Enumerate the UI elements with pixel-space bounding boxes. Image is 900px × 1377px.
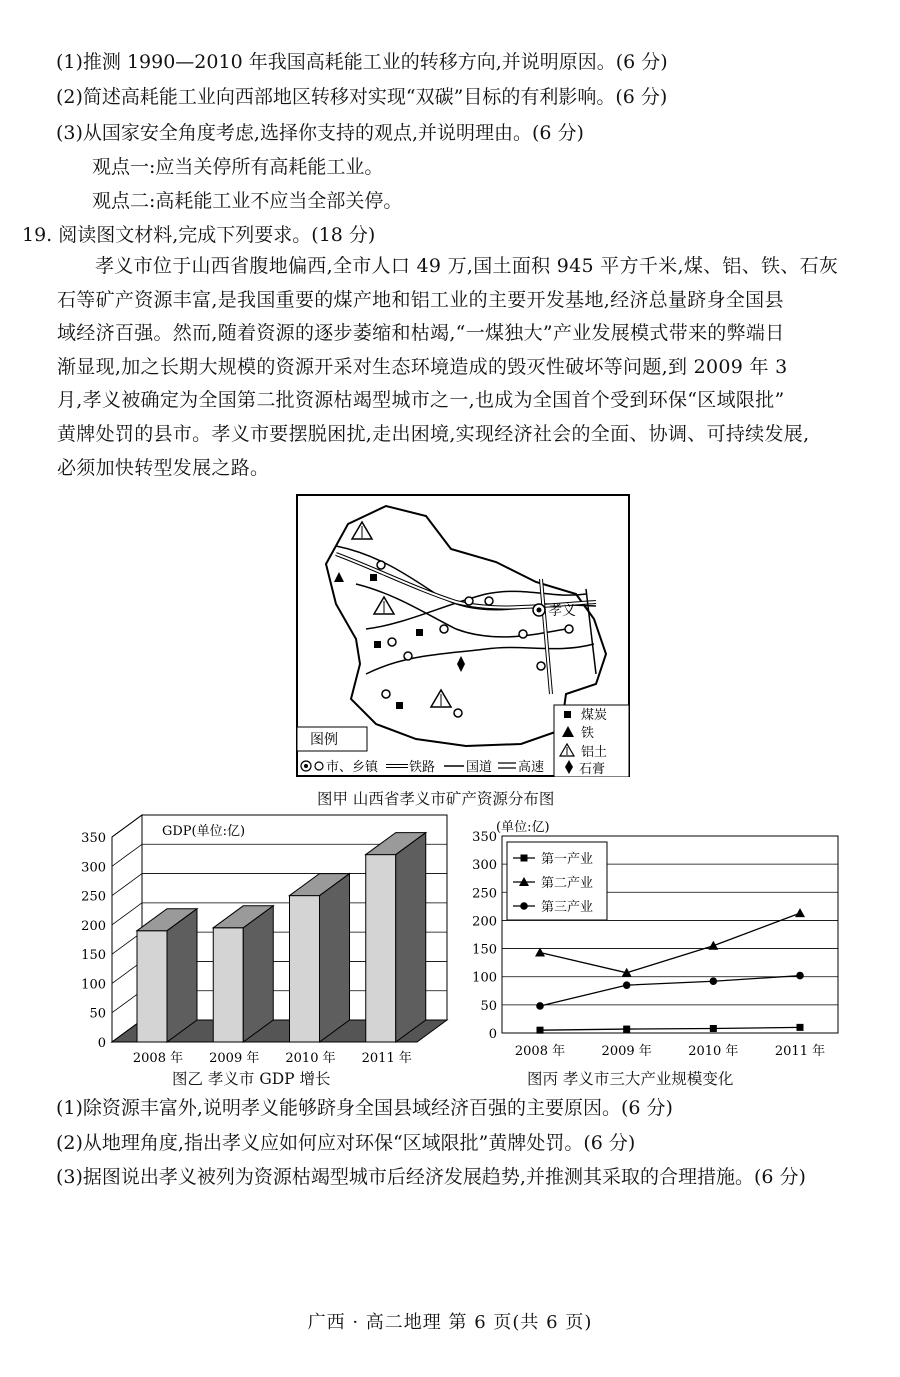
y-tick-label: 250 bbox=[81, 889, 106, 905]
gdp-bar-side bbox=[167, 909, 197, 1042]
paragraph-line: 石等矿产资源丰富,是我国重要的煤产地和铝工业的主要开发基地,经济总量跻身全国县 bbox=[57, 288, 784, 311]
q19-question-2: (2)从地理角度,指出孝义应如何应对环保“区域限批”黄牌处罚。(6 分) bbox=[56, 1132, 636, 1154]
q18-item-2: (2)简述高耗能工业向西部地区转移对实现“双碳”目标的有利影响。(6 分) bbox=[56, 86, 668, 108]
x-tick-label: 2009 年 bbox=[209, 1051, 260, 1066]
y-tick-label: 250 bbox=[472, 886, 497, 902]
x-tick-label: 2008 年 bbox=[132, 1051, 184, 1066]
series-point-3 bbox=[710, 977, 718, 985]
legend-marker bbox=[521, 855, 528, 862]
legend-gypsum: 石膏 bbox=[579, 762, 606, 777]
x-tick-label: 2008 年 bbox=[514, 1044, 566, 1059]
series-point-1 bbox=[537, 1027, 544, 1034]
paragraph-line: 月,孝义被确定为全国第二批资源枯竭型城市之一,也成为全国首个受到环保“区域限批” bbox=[57, 389, 785, 412]
legend-coal: 煤炭 bbox=[581, 708, 608, 723]
series-point-3 bbox=[796, 972, 804, 980]
y-tick-label: 200 bbox=[472, 914, 497, 930]
gdp-bar bbox=[137, 931, 167, 1042]
q18-view-2: 观点二:高耗能工业不应当全部关停。 bbox=[92, 190, 403, 212]
gdp-bar bbox=[366, 855, 396, 1042]
city-label: 孝义 bbox=[548, 603, 576, 619]
q19-question-3: (3)据图说出孝义被列为资源枯竭型城市后经济发展趋势,并推测其采取的合理措施。(6 分) bbox=[56, 1166, 806, 1188]
q19-heading: 19. 阅读图文材料,完成下列要求。(18 分) bbox=[22, 224, 376, 246]
y-tick-label: 150 bbox=[81, 948, 106, 964]
series-point-1 bbox=[710, 1025, 717, 1032]
gdp-bar-side bbox=[396, 833, 426, 1042]
paragraph-line: 必须加快转型发展之路。 bbox=[57, 456, 270, 479]
gdp-bar-side bbox=[320, 874, 350, 1042]
y-tick-label: 100 bbox=[81, 977, 106, 993]
y-tick-label: 300 bbox=[81, 860, 106, 876]
y-tick-label: 0 bbox=[97, 1036, 106, 1051]
gdp-caption: 图乙 孝义市 GDP 增长 bbox=[172, 1070, 331, 1088]
legend-road: 国道 bbox=[466, 760, 493, 775]
legend-rail: 铁路 bbox=[409, 760, 436, 775]
paragraph-line: 渐显现,加之长期大规模的资源开采对生态环境造成的毁灭性破坏等问题,到 2009 年 3 bbox=[57, 355, 788, 378]
legend-title: 图例 bbox=[310, 732, 338, 748]
mineral-map bbox=[296, 494, 630, 777]
y-tick-label: 150 bbox=[472, 942, 497, 958]
legend-label: 第一产业 bbox=[541, 852, 594, 867]
q19-paragraph bbox=[57, 250, 869, 485]
x-tick-label: 2010 年 bbox=[688, 1044, 739, 1059]
page-footer: 广西 · 高二地理 第 6 页(共 6 页) bbox=[307, 1312, 593, 1333]
legend-bauxite: 铝土 bbox=[581, 745, 608, 760]
y-tick-label: 0 bbox=[488, 1027, 497, 1042]
y-tick-label: 300 bbox=[472, 858, 497, 874]
series-point-1 bbox=[797, 1024, 804, 1031]
paragraph-line: 域经济百强。然而,随着资源的逐步萎缩和枯竭,“一煤独大”产业发展模式带来的弊端日 bbox=[57, 322, 785, 345]
y-tick-label: 50 bbox=[480, 998, 497, 1014]
series-point-1 bbox=[623, 1026, 630, 1033]
paragraph-line: 孝义市位于山西省腹地偏西,全市人口 49 万,国土面积 945 平方千米,煤、铝、铁、石灰 bbox=[95, 255, 839, 277]
y-tick-label: 350 bbox=[472, 830, 497, 845]
x-tick-label: 2011 年 bbox=[361, 1051, 412, 1066]
y-tick-label: 200 bbox=[81, 918, 106, 934]
y-tick-label: 100 bbox=[472, 970, 497, 986]
series-point-3 bbox=[536, 1002, 544, 1010]
y-tick-label: 50 bbox=[89, 1006, 106, 1022]
series-point-3 bbox=[623, 981, 631, 989]
gdp-bar-side bbox=[243, 906, 273, 1042]
y-axis-label: (单位:亿) bbox=[496, 820, 550, 835]
x-tick-label: 2011 年 bbox=[774, 1044, 826, 1059]
gdp-bar-chart bbox=[76, 812, 456, 1070]
map-caption: 图甲 山西省孝义市矿产资源分布图 bbox=[317, 790, 555, 808]
x-tick-label: 2010 年 bbox=[285, 1051, 336, 1066]
legend-label: 第三产业 bbox=[541, 900, 594, 915]
paragraph-line: 黄牌处罚的县市。孝义市要摆脱困扰,走出困境,实现经济社会的全面、协调、可持续发展, bbox=[57, 422, 810, 445]
legend-label: 第二产业 bbox=[541, 876, 594, 891]
q19-question-1: (1)除资源丰富外,说明孝义能够跻身全国县域经济百强的主要原因。(6 分) bbox=[56, 1097, 673, 1119]
gdp-bar bbox=[290, 896, 320, 1042]
chart-title: GDP(单位:亿) bbox=[162, 824, 246, 839]
gdp-bar bbox=[213, 928, 243, 1042]
x-tick-label: 2009 年 bbox=[601, 1044, 652, 1059]
legend-highway: 高速 bbox=[518, 760, 545, 775]
industry-caption: 图丙 孝义市三大产业规模变化 bbox=[527, 1070, 734, 1088]
legend-marker bbox=[520, 902, 528, 910]
q18-view-1: 观点一:应当关停所有高耗能工业。 bbox=[92, 156, 384, 178]
city-icon bbox=[533, 604, 545, 616]
industry-line-chart bbox=[460, 808, 860, 1068]
q18-item-3: (3)从国家安全角度考虑,选择你支持的观点,并说明理由。(6 分) bbox=[56, 122, 584, 144]
legend-town: 市、乡镇 bbox=[326, 760, 379, 775]
q18-item-1: (1)推测 1990—2010 年我国高耗能工业的转移方向,并说明原因。(6 分) bbox=[56, 51, 668, 73]
y-tick-label: 350 bbox=[81, 831, 106, 846]
legend-iron: 铁 bbox=[581, 726, 595, 741]
